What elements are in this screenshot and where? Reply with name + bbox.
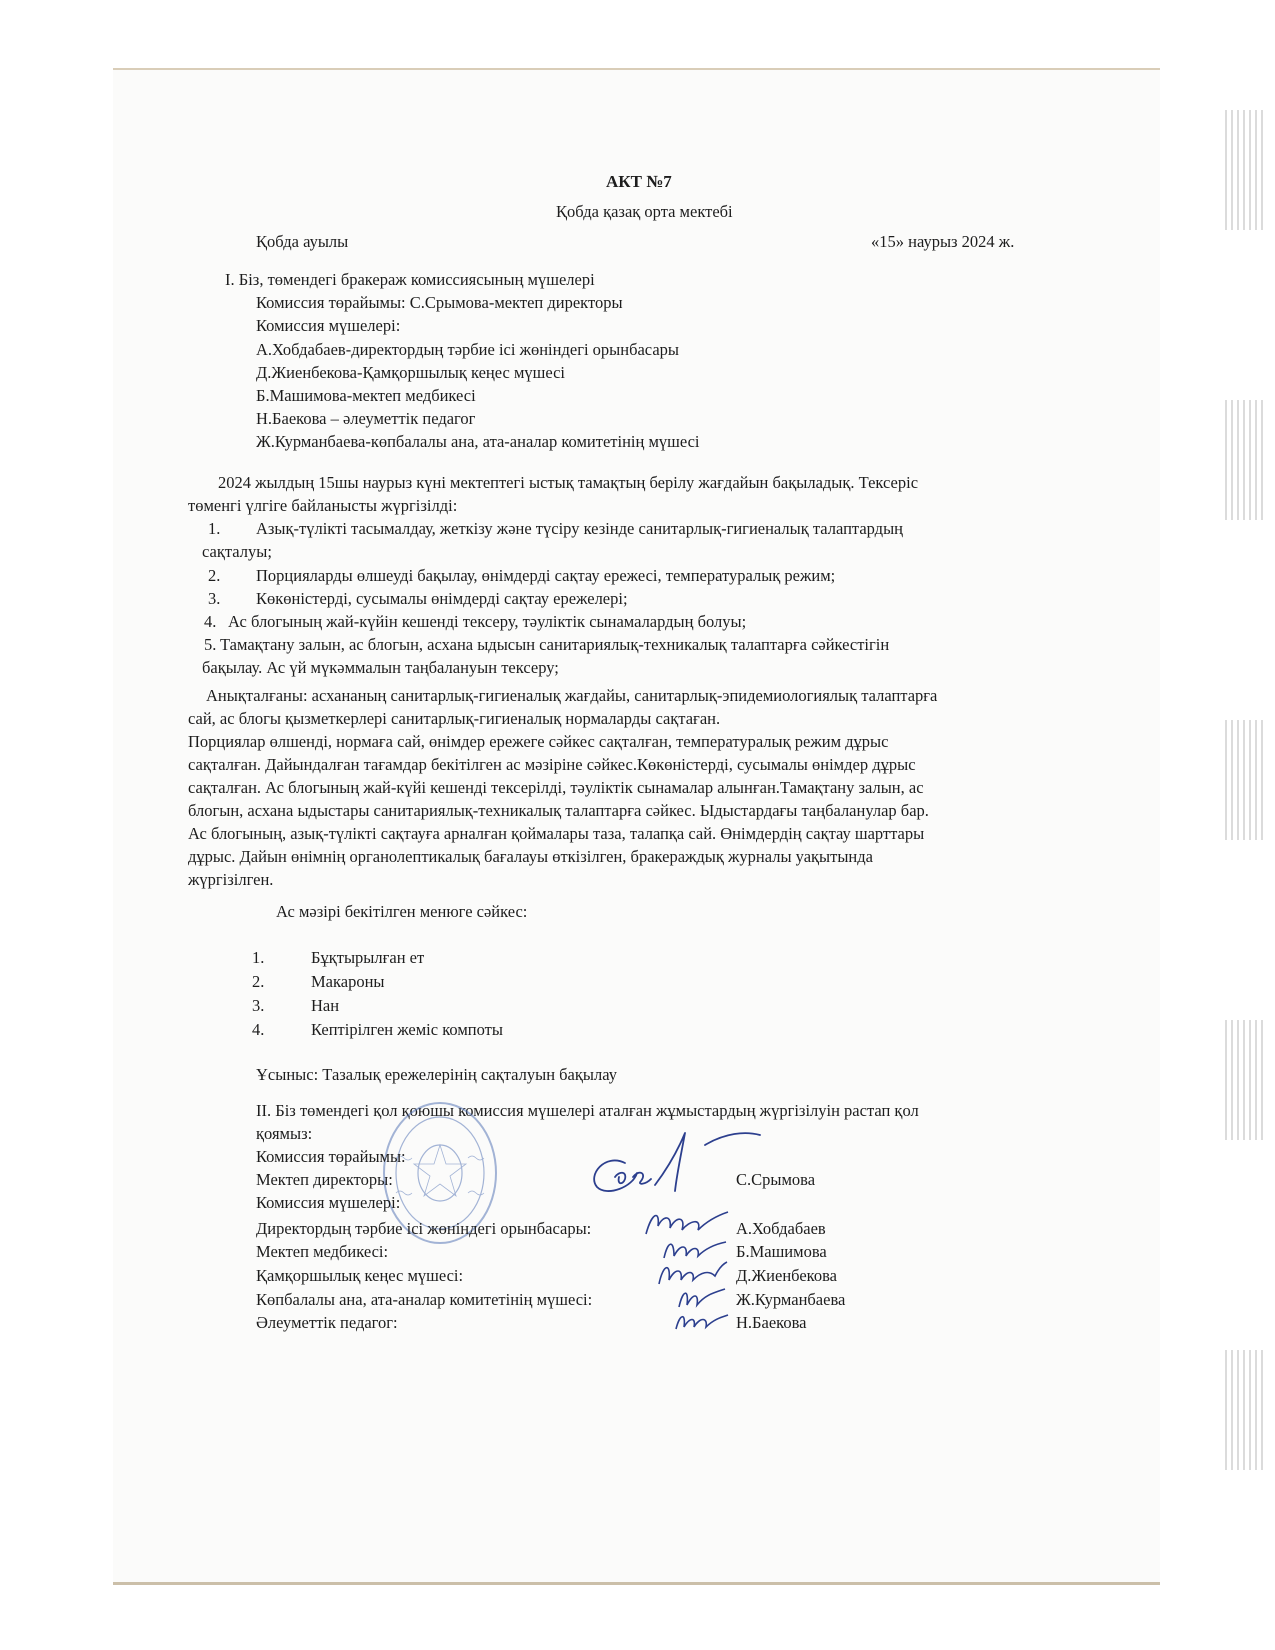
member-item: А.Хобдабаев-директордың тәрбие ісі жөніндегі орынбасары <box>256 340 679 359</box>
signatory-role: Мектеп медбикесі: <box>256 1242 389 1261</box>
director-signature <box>585 1125 765 1220</box>
check-item: Азық-түлікті тасымалдау, жеткізу және түсіру кезінде санитарлық-гигиеналық талаптардың <box>256 519 903 538</box>
check-item-number: 3. <box>208 589 221 608</box>
findings-line: Порциялар өлшенді, нормаға сай, өнімдер ережеге сәйкес сақталған, температуралық режим дұрыс <box>188 732 889 751</box>
check-item: Тамақтану залын, ас блогын, асхана ыдысын санитариялық-техникалық талаптарға сәйкестігін <box>220 635 890 654</box>
school-name: Қобда қазақ орта мектебі <box>556 202 733 221</box>
check-item-number: 2. <box>208 566 221 585</box>
scan-edge-marks <box>1225 400 1265 520</box>
findings-line: сақталған. Ас блогының жай-күйі кешенді тексерілді, тәуліктік сынамалар алынған.Тамақтану залын, ас <box>188 778 924 797</box>
scan-edge-marks <box>1225 1020 1265 1140</box>
check-item-number: 1. <box>208 519 221 538</box>
signatory-name: Ж.Курманбаева <box>736 1290 846 1309</box>
signature <box>672 1307 732 1333</box>
findings-line: Анықталғаны: асхананың санитарлық-гигиеналық жағдайы, санитарлық-эпидемиологиялық талаптарға <box>206 686 938 705</box>
menu-item-number: 1. <box>252 948 265 967</box>
menu-item-number: 2. <box>252 972 265 991</box>
signatory-name: Б.Машимова <box>736 1242 827 1261</box>
member-item: Ж.Курманбаева-көпбалалы ана, ата-аналар комитетінің мүшесі <box>256 432 700 451</box>
check-item-number: 4. <box>204 612 217 631</box>
member-item: Б.Машимова-мектеп медбикесі <box>256 386 476 405</box>
check-item-continued: сақталуы; <box>202 542 272 561</box>
signatory-name: Н.Баекова <box>736 1313 807 1332</box>
commission-chair: Комиссия төрайымы: С.Срымова-мектеп директоры <box>256 293 623 312</box>
director-name: С.Срымова <box>736 1170 816 1189</box>
findings-line: дұрыс. Дайын өнімнің органолептикалық бағалауы өткізілген, бракераждық журналы уақытында <box>188 847 873 866</box>
scan-edge-marks <box>1225 720 1265 840</box>
signatory-role: Әлеуметтік педагог: <box>256 1313 398 1332</box>
members-signature-label: Комиссия мүшелері: <box>256 1193 401 1212</box>
menu-item: Бұқтырылған ет <box>311 948 425 967</box>
check-item: Көкөністерді, сусымалы өнімдерді сақтау ережелері; <box>256 589 628 608</box>
menu-item: Макароны <box>311 972 385 991</box>
findings-line: сай, ас блогы қызметкерлері санитарлық-гигиеналық нормаларды сақтаған. <box>188 709 721 728</box>
inspection-text: төменгі үлгіге байланысты жүргізілді: <box>188 496 458 515</box>
findings-line: сақталған. Дайындалған тағамдар бекітілген ас мәзіріне сәйкес.Көкөністерді, сусымалы өнімдер дұрыс <box>188 755 916 774</box>
member-item: Д.Жиенбекова-Қамқоршылық кеңес мүшесі <box>256 363 565 382</box>
findings-line: жүргізілген. <box>188 870 274 889</box>
check-item-continued: бақылау. Ас үй мүкәммалын таңбалануын тексеру; <box>202 658 559 677</box>
findings-line: Ас блогының, азық-түлікті сақтауға арналған қоймалары таза, талапқа сай. Өнімдердің сақтау шарттары <box>188 824 925 843</box>
check-item-number: 5. <box>204 635 217 654</box>
inspection-text: 2024 жылдың 15шы наурыз күні мектептегі ыстық тамақтың берілу жағдайын бақыладық. Тексеріс <box>218 473 919 492</box>
signatory-name: Д.Жиенбекова <box>736 1266 837 1285</box>
check-item: Порцияларды өлшеуді бақылау, өнімдерді сақтау ережесі, температуралық режим; <box>256 566 836 585</box>
signatory-role: Көпбалалы ана, ата-аналар комитетінің мүшесі: <box>256 1290 593 1309</box>
document-title: АКТ №7 <box>606 172 672 191</box>
date: «15» наурыз 2024 ж. <box>871 232 1015 251</box>
menu-item: Кептірілген жеміс компоты <box>311 1020 503 1039</box>
signatory-role: Директордың тәрбие ісі жөніндегі орынбасары: <box>256 1219 592 1238</box>
section2-text: қоямыз: <box>256 1124 313 1143</box>
proposal: Ұсыныс: Тазалық ережелерінің сақталуын бақылау <box>256 1065 617 1084</box>
scan-edge-marks <box>1225 110 1265 230</box>
findings-line: блогын, асхана ыдыстары санитариялық-техникалық талаптарға сәйкес. Ыдыстардағы таңбаланулар бар. <box>188 801 929 820</box>
members-label: Комиссия мүшелері: <box>256 316 401 335</box>
menu-label: Ас мәзірі бекітілген менюге сәйкес: <box>276 902 528 921</box>
place: Қобда ауылы <box>256 232 349 251</box>
scan-edge-marks <box>1225 1350 1265 1470</box>
menu-item-number: 3. <box>252 996 265 1015</box>
section2-text: ІІ. Біз төмендегі қол қоюшы комиссия мүшелері аталған жұмыстардың жүргізілуін растап қол <box>256 1101 919 1120</box>
signatory-role: Қамқоршылық кеңес мүшесі: <box>256 1266 464 1285</box>
chair-label: Комиссия төрайымы: <box>256 1147 406 1166</box>
menu-item-number: 4. <box>252 1020 265 1039</box>
director-label: Мектеп директоры: <box>256 1170 393 1189</box>
section1-intro: І. Біз, төмендегі бракераж комиссиясының мүшелері <box>225 270 595 289</box>
menu-item: Нан <box>311 996 340 1015</box>
member-item: Н.Баекова – әлеуметтік педагог <box>256 409 476 428</box>
signature <box>642 1208 732 1238</box>
check-item: Ас блогының жай-күйін кешенді тексеру, тәуліктік сынамалардың болуы; <box>228 612 747 631</box>
signatory-name: А.Хобдабаев <box>736 1219 826 1238</box>
